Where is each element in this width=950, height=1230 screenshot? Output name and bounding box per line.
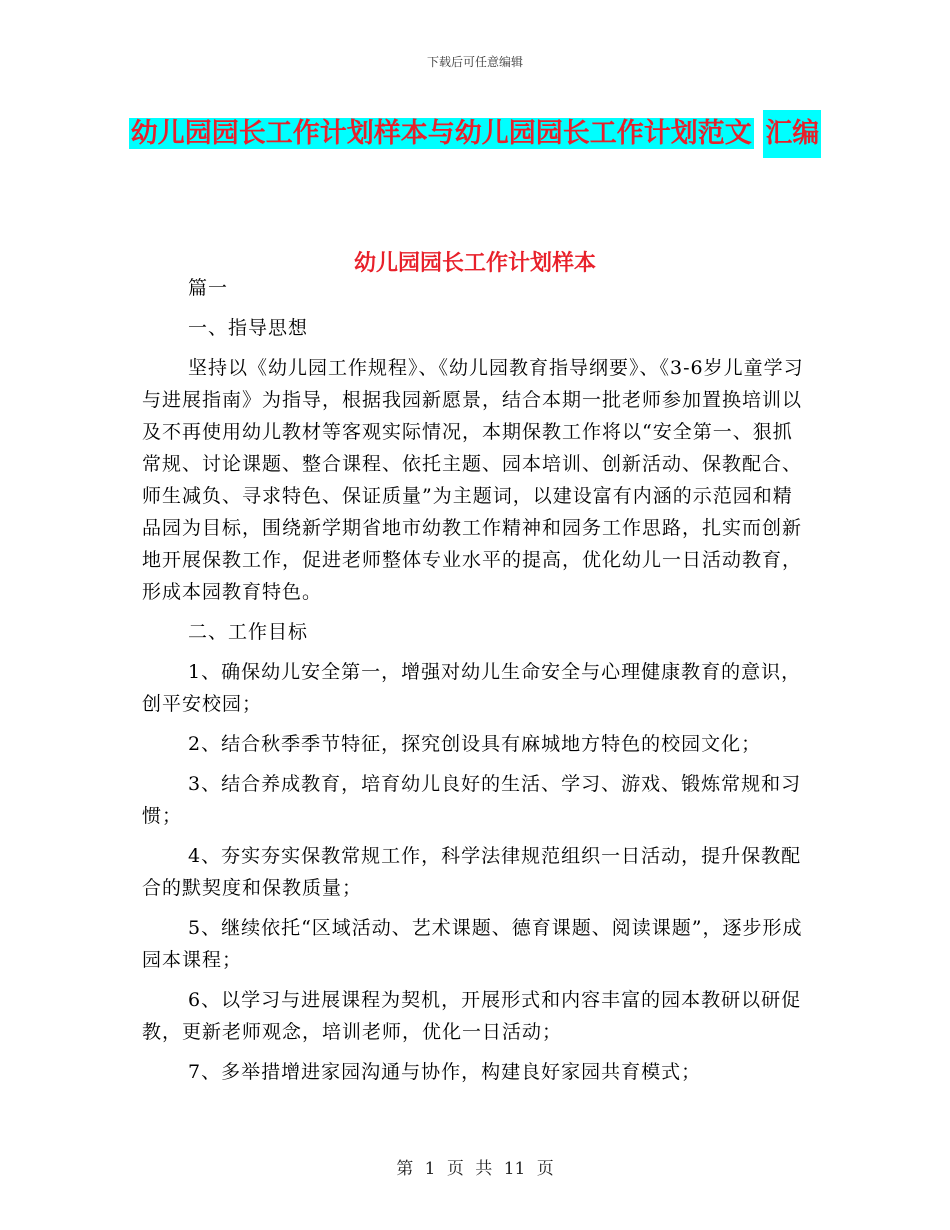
goal-item-6: 6、以学习与进展课程为契机，开展形式和内容丰富的园本教研以研促教，更新老师观念，培训老师，优化一日活动； <box>142 989 802 1043</box>
document-title-line1: 幼儿园园长工作计划样本与幼儿园园长工作计划范文 <box>130 118 752 149</box>
document-body <box>142 272 812 1096</box>
heading-guiding-thought: 一、指导思想 <box>188 317 309 339</box>
goal-item-4: 4、夯实夯实保教常规工作，科学法律规范组织一日活动，提升保教配合的默契度和保教质量； <box>142 845 802 899</box>
page-header-note: 下载后可任意编辑 <box>426 55 523 69</box>
document-title-line2: 汇编 <box>763 110 821 158</box>
section-title: 幼儿园园长工作计划样本 <box>353 251 596 276</box>
paragraph-part-label: 篇一 <box>188 277 229 299</box>
page-number: 第 1 页 共 11 页 <box>396 1159 554 1179</box>
heading-work-goals: 二、工作目标 <box>188 621 309 643</box>
goal-item-2: 2、结合秋季季节特征，探究创设具有麻城地方特色的校园文化； <box>188 733 762 755</box>
goal-item-7: 7、多举措增进家园沟通与协作，构建良好家园共育模式； <box>188 1061 702 1083</box>
goal-item-5: 5、继续依托“区域活动、艺术课题、德育课题、阅读课题”，逐步形成园本课程； <box>142 917 803 971</box>
paragraph-guiding-thought: 坚持以《幼儿园工作规程》、《幼儿园教育指导纲要》、《3-6岁儿童学习与进展指南》为指导，根据我园新愿景，结合本期一批老师参加置换培训以及不再使用幼儿教材等客观实际情况，本期保教工作将以“安全第一、狠抓常规、讨论课题、整合课程、依托主题、园本培训、创新活动、保教配合、师生减负、寻求特色、保证质量”为主题词，以建设富有内涵的示范园和精品园为目标，围绕新学期省地市幼教工作精神和园务工作思路，扎实而创新地开展保教工作，促进老师整体专业水平的提高，优化幼儿一日活动教育，形成本园教育特色。 <box>142 357 804 603</box>
goal-item-3: 3、结合养成教育，培育幼儿良好的生活、学习、游戏、锻炼常规和习惯； <box>142 773 802 827</box>
goal-item-1: 1、确保幼儿安全第一，增强对幼儿生命安全与心理健康教育的意识，创平安校园； <box>142 661 802 715</box>
document-title <box>0 110 950 158</box>
